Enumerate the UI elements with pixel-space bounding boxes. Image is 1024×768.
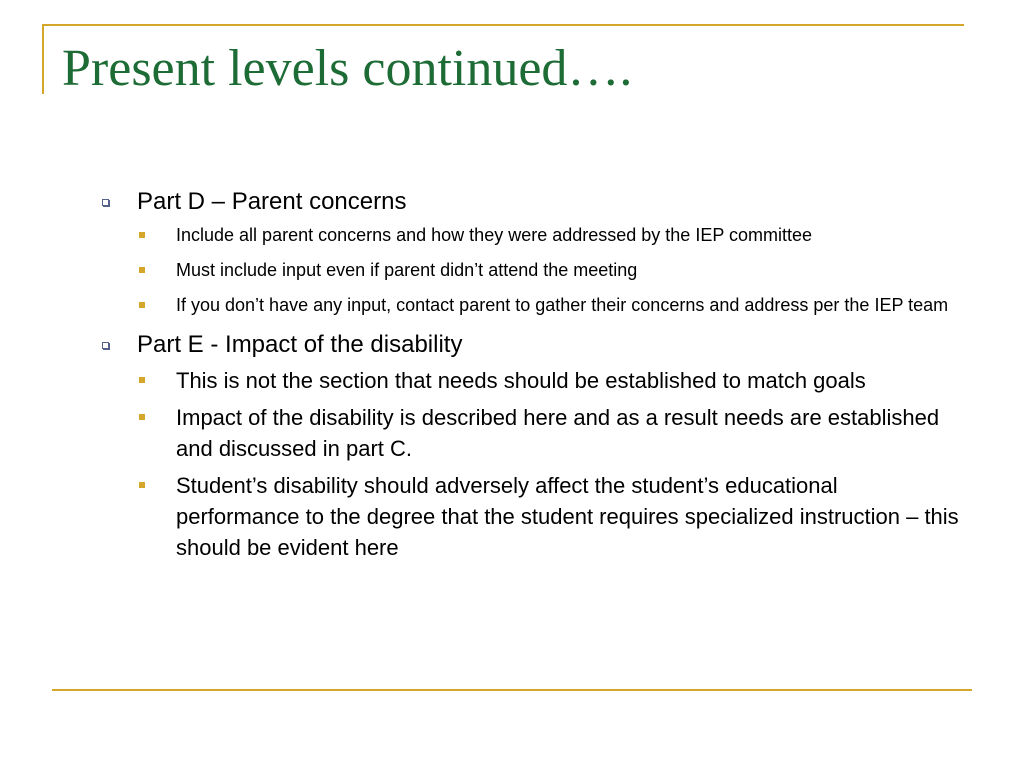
slide-title: Present levels continued…. bbox=[62, 40, 633, 97]
frame-left-line bbox=[42, 24, 44, 94]
square-bullet-icon bbox=[139, 302, 145, 308]
list-item bbox=[137, 222, 960, 249]
square-bullet-icon bbox=[139, 232, 145, 238]
hollow-square-bullet-icon bbox=[102, 199, 109, 206]
hollow-square-bullet-icon bbox=[102, 342, 109, 349]
bullet-list bbox=[137, 365, 960, 563]
square-bullet-icon bbox=[139, 377, 145, 383]
bullet-text: If you don’t have any input, contact parent to gather their concerns and address per the IEP team bbox=[176, 295, 949, 315]
square-bullet-icon bbox=[139, 267, 145, 273]
section-part-d bbox=[100, 186, 960, 319]
section-part-e bbox=[100, 329, 960, 563]
list-item bbox=[137, 292, 960, 319]
bullet-text: Impact of the disability is described here and as a result needs are established and discussed in part C. bbox=[176, 405, 940, 461]
square-bullet-icon bbox=[139, 482, 145, 488]
section-list bbox=[100, 186, 960, 563]
list-item bbox=[137, 365, 960, 396]
bullet-text: Must include input even if parent didn’t attend the meeting bbox=[176, 260, 638, 280]
frame-top-line bbox=[42, 24, 964, 26]
section-heading: Part E - Impact of the disability bbox=[137, 331, 463, 358]
section-heading: Part D – Parent concerns bbox=[137, 188, 407, 215]
bullet-list bbox=[137, 222, 960, 319]
slide-content bbox=[100, 186, 960, 573]
frame-bottom-line bbox=[52, 689, 972, 691]
bullet-text: Include all parent concerns and how they were addressed by the IEP committee bbox=[176, 225, 813, 245]
square-bullet-icon bbox=[139, 414, 145, 420]
bullet-text: This is not the section that needs should be established to match goals bbox=[176, 368, 866, 393]
list-item bbox=[137, 257, 960, 284]
bullet-text: Student’s disability should adversely affect the student’s educational performance to the degree that the student requires specialized instruction – this should be evident here bbox=[176, 473, 959, 560]
list-item bbox=[137, 402, 960, 464]
list-item bbox=[137, 470, 960, 563]
